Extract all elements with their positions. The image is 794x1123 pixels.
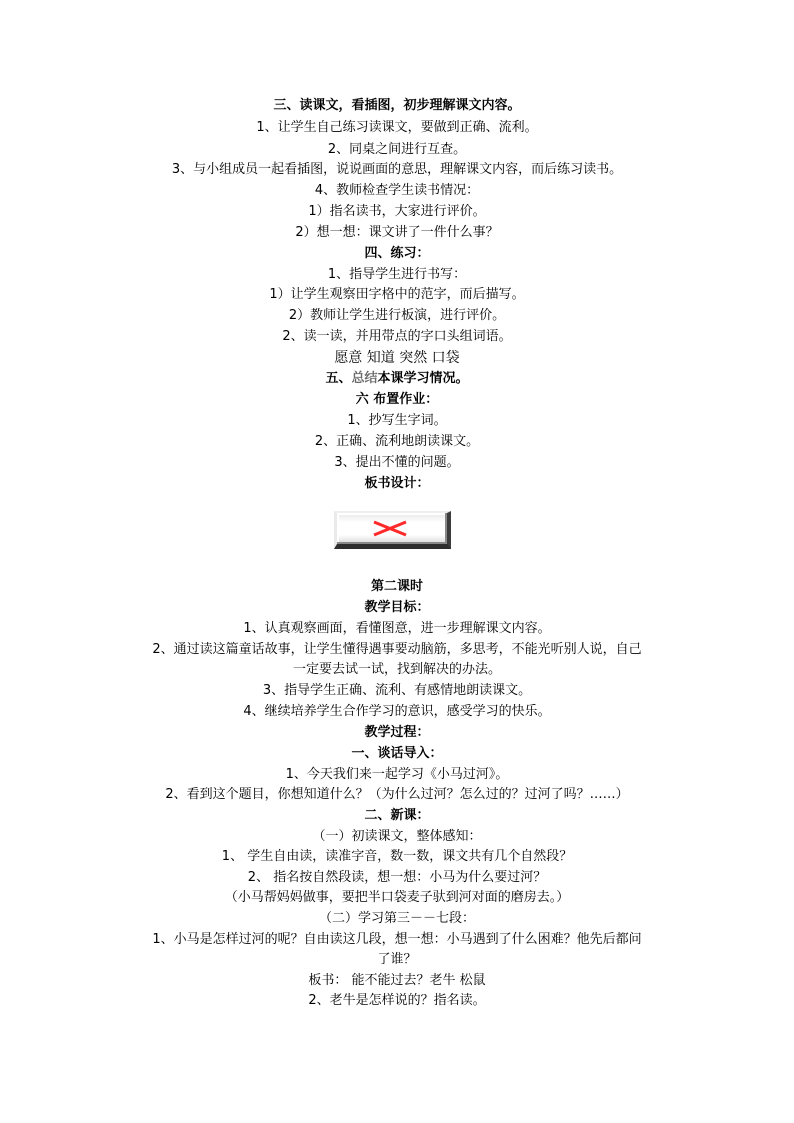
- list-item-continued: 一定要去试一试，找到解决的办法。: [292, 662, 501, 677]
- list-item: 2、同桌之间进行互查。: [327, 142, 467, 157]
- subsection-heading: （一）初读课文，整体感知：: [312, 829, 482, 844]
- list-item: 1、指导学生进行书写：: [327, 267, 467, 282]
- section-heading-new-lesson: 二、新课：: [364, 808, 430, 823]
- list-item: 1、认真观察画面，看懂图意，进一步理解课文内容。: [243, 621, 551, 636]
- section-heading-intro: 一、谈话导入：: [351, 746, 443, 761]
- list-item: 1）指名读书，大家进行评价。: [308, 204, 486, 219]
- section-heading-6: 六 布置作业：: [355, 392, 439, 407]
- word-list: 愿意 知道 突然 口袋: [334, 350, 460, 366]
- list-item: 3、提出不懂的问题。: [334, 455, 460, 470]
- heading-rest: 本课学习情况。: [377, 371, 469, 386]
- broken-image-icon: [334, 511, 451, 549]
- list-item: 1、小马是怎样过河的呢？自由读这几段，想一想：小马遇到了什么困难？他先后都问: [152, 932, 642, 947]
- list-item: 1）让学生观察田字格中的范字，而后描写。: [269, 287, 525, 302]
- objectives-heading: 教学目标：: [364, 600, 430, 615]
- list-item: 1、今天我们来一起学习《小马过河》。: [285, 767, 509, 782]
- list-item: 2、 指名按自然段读，想一想：小马为什么要过河？: [247, 870, 547, 885]
- list-item: 2、老牛是怎样说的？指名读。: [308, 993, 486, 1008]
- list-item: 1、让学生自己练习读课文，要做到正确、流利。: [256, 120, 538, 135]
- list-item: 4、继续培养学生合作学习的意识，感受学习的快乐。: [243, 704, 551, 719]
- list-item: 2、正确、流利地朗读课文。: [314, 434, 480, 449]
- list-item: 1、抄写生字词。: [347, 413, 447, 428]
- heading-summary-word: 总结: [351, 371, 378, 386]
- board-design-heading: 板书设计：: [364, 476, 430, 491]
- list-item: 2）想一想：课文讲了一件什么事？: [295, 225, 499, 240]
- list-item: 4、教师检查学生读书情况：: [314, 183, 480, 198]
- lesson-2-title: 第二课时: [370, 579, 423, 594]
- section-heading-5: [130, 369, 664, 389]
- list-item: 2、通过读这篇童话故事，让学生懂得遇事要动脑筋，多思考，不能光听别人说，自己: [152, 642, 642, 657]
- process-heading: 教学过程：: [364, 725, 430, 740]
- section-heading-4: 四、练习：: [364, 246, 430, 261]
- subsection-heading: （二）学习第三－－七段：: [318, 911, 475, 926]
- list-item-continued: 了谁？: [377, 952, 417, 967]
- section-heading-3: 三、读课文，看插图，初步理解课文内容。: [273, 98, 521, 113]
- list-item: 3、指导学生正确、流利、有感情地朗读课文。: [262, 683, 532, 698]
- list-item: 2）教师让学生进行板演，进行评价。: [288, 308, 506, 323]
- list-item: 3、与小组成员一起看插图，说说画面的意思，理解课文内容，而后练习读书。: [171, 162, 623, 177]
- board-writing: 板书： 能不能过去？老牛 松鼠: [308, 973, 486, 988]
- heading-prefix: 五、: [325, 371, 352, 386]
- red-cross-icon: [337, 513, 447, 544]
- list-item: 2、读一读，并用带点的字口头组词语。: [282, 329, 512, 344]
- answer-note: （小马帮妈妈做事，要把半口袋麦子驮到河对面的磨房去。）: [224, 890, 570, 905]
- list-item: 2、看到这个题目，你想知道什么？（为什么过河？怎么过的？过河了吗？……）: [165, 787, 629, 802]
- list-item: 1、 学生自由读，读准字音，数一数，课文共有几个自然段？: [221, 849, 573, 864]
